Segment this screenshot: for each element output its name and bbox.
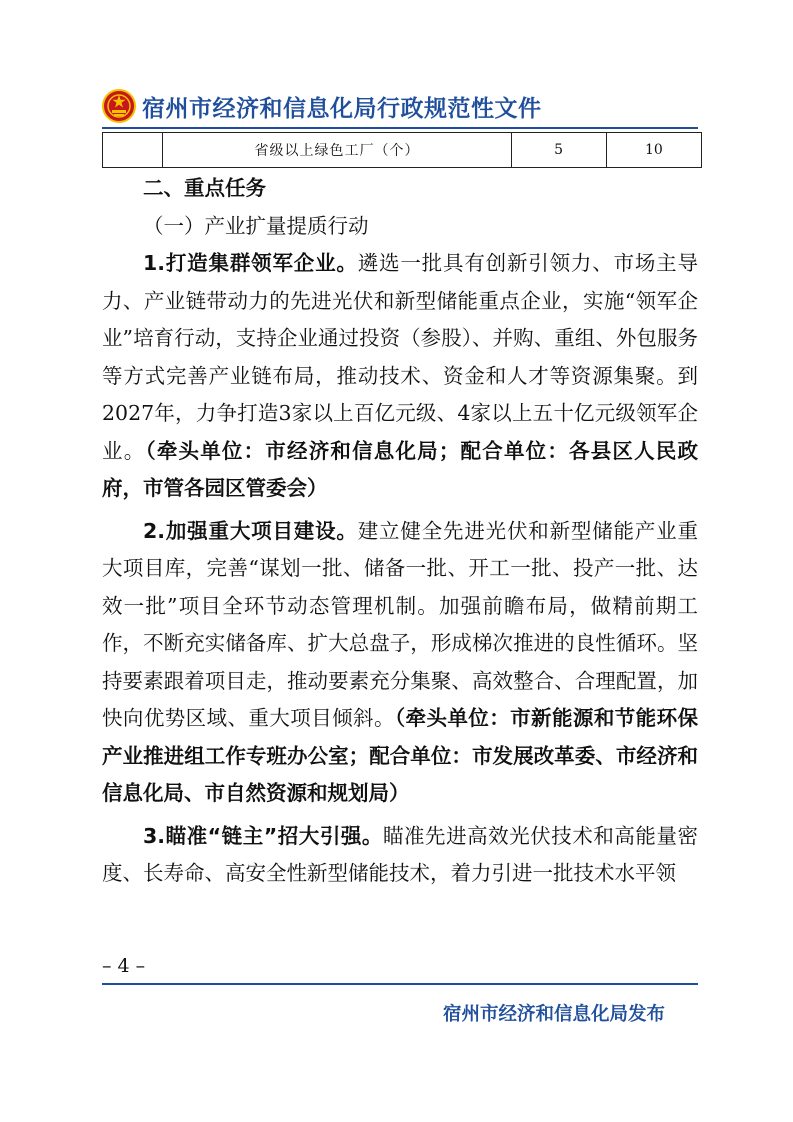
page-number: – 4 – — [102, 955, 146, 977]
header-title: 宿州市经济和信息化局行政规范性文件 — [142, 95, 542, 122]
document-body — [102, 170, 698, 893]
paragraph-item-3 — [102, 818, 698, 893]
table-cell-item: 省级以上绿色工厂（个） — [163, 133, 511, 168]
section-heading: 二、重点任务 — [143, 176, 266, 200]
paragraph-note: （牵头单位：市经济和信息化局；配合单位：各县区人民政府，市管各园区管委会） — [102, 438, 699, 500]
paragraph-lead: 2.加强重大项目建设。 — [143, 518, 358, 543]
national-emblem-icon — [102, 89, 136, 123]
indicator-table — [102, 132, 702, 168]
paragraph-body: 建立健全先进光伏和新型储能产业重大项目库，完善“谋划一批、储备一批、开工一批、投产一批、达效一批”项目全环节动态管理机制。加强前瞻布局，做精前期工作，不断充实储备库、扩大总盘子，形成梯次推进的良性循环。坚持要素跟着项目走，推动要素充分集聚、高效整合、合理配置，加快向优势区域、重大项目倾斜。 — [102, 518, 698, 730]
header-divider — [102, 127, 698, 129]
paragraph-note: （牵头单位：市新能源和节能环保产业推进组工作专班办公室；配合单位：市发展改革委、市经济和信息化局、市自然资源和规划局） — [102, 706, 698, 805]
paragraph-item-2 — [102, 513, 698, 813]
subsection-heading: （一）产业扩量提质行动 — [143, 213, 369, 238]
table-cell-value-2: 10 — [606, 133, 701, 168]
paragraph-lead: 3.瞄准“链主”招大引强。 — [143, 823, 383, 848]
footer-publisher: 宿州市经济和信息化局发布 — [443, 1004, 666, 1025]
footer-divider — [102, 983, 698, 985]
table-row — [103, 133, 702, 168]
document-header — [102, 86, 542, 126]
paragraph-body: 瞄准先进高效光伏技术和高能量密度、长寿命、高安全性新型储能技术，着力引进一批技术水平领 — [102, 823, 699, 885]
paragraph-lead: 1.打造集群领军企业。 — [143, 251, 358, 275]
paragraph-item-1 — [102, 245, 698, 508]
table-cell-index — [103, 133, 163, 168]
paragraph-body: 遴选一批具有创新引领力、市场主导力、产业链带动力的先进光伏和新型储能重点企业，实施“领军企业”培育行动，支持企业通过投资（参股）、并购、重组、外包服务等方式完善产业链布局，推动技术、资金和人才等资源集聚。到2027年，力争打造3家以上百亿元级、4家以上五十亿元级领军企业。 — [102, 251, 698, 463]
table-cell-value-1: 5 — [511, 133, 606, 168]
